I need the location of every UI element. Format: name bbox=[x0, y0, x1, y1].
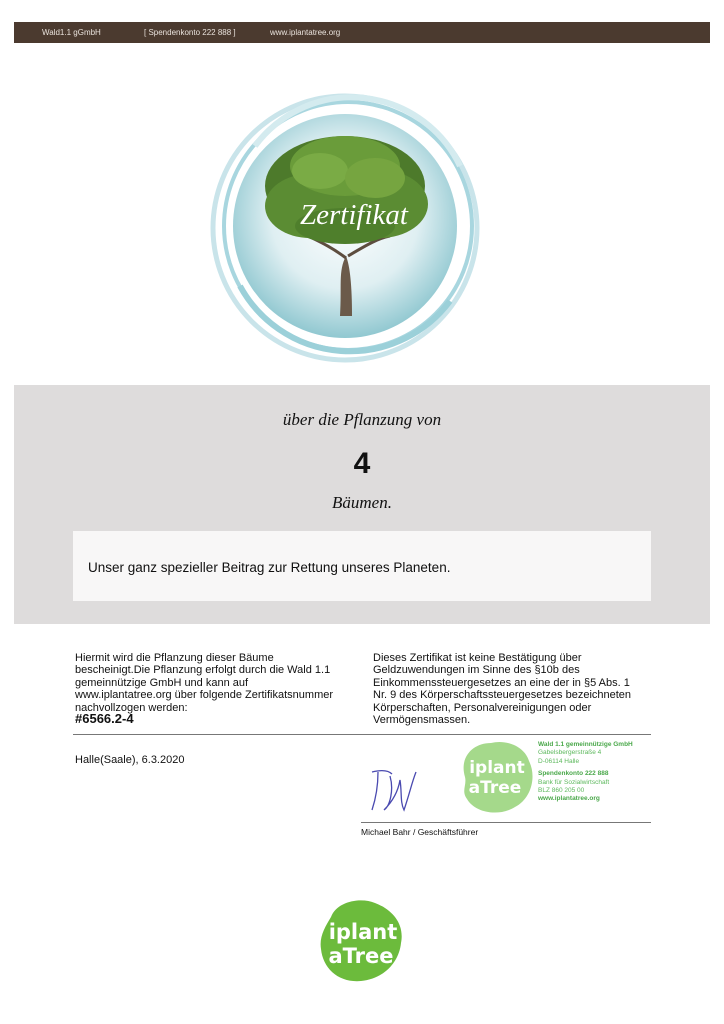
tree-count: 4 bbox=[353, 447, 371, 480]
trees-label: Bäumen. bbox=[332, 493, 392, 512]
header-bar bbox=[14, 22, 710, 43]
stamp-logo-top: iplant bbox=[469, 758, 525, 778]
logo-text-top: iplant bbox=[328, 920, 398, 944]
stamp-street: Gabelsbergerstraße 4 bbox=[538, 749, 602, 757]
stamp-blz: BLZ 860 205 00 bbox=[538, 787, 585, 795]
certificate-number: #6566.2-4 bbox=[75, 711, 134, 726]
place-date: Halle(Saale), 6.3.2020 bbox=[75, 754, 185, 766]
message-box bbox=[73, 531, 651, 601]
emblem-title: Zertifikat bbox=[300, 199, 408, 231]
message-text: Unser ganz spezieller Beitrag zur Rettung unseres Planeten. bbox=[88, 560, 451, 575]
header-website: www.iplantatree.org bbox=[270, 28, 341, 37]
stamp-address bbox=[538, 741, 633, 804]
divider bbox=[73, 734, 651, 735]
disclaimer-text: Dieses Zertifikat ist keine Bestätigung über Geldzuwendungen im Sinne des §10b des Einkommenssteuergesetzes an eine der in §5 Abs. 1 Nr. 9 des Körperschaftssteuergesetzes bezeichneten Körperschaften, Personalvereinigungen oder Vermögensmassen. bbox=[373, 652, 632, 727]
stamp-web: www.iplantatree.org bbox=[538, 795, 600, 803]
iplantatree-logo bbox=[317, 897, 407, 983]
stamp-org: Wald 1.1 gemeinnützige GmbH bbox=[538, 741, 633, 748]
logo-text-bottom: aTree bbox=[328, 944, 394, 968]
signer-name: Michael Bahr / Geschäftsführer bbox=[361, 827, 479, 837]
stamp-logo-bottom: aTree bbox=[468, 778, 522, 798]
signature-line bbox=[361, 822, 651, 823]
stamp-bank: Bank für Sozialwirtschaft bbox=[538, 778, 610, 786]
header-account: [ Spendenkonto 222 888 ] bbox=[144, 28, 236, 37]
header-company: Wald1.1 gGmbH bbox=[42, 28, 101, 37]
planting-intro: über die Pflanzung von bbox=[282, 410, 442, 429]
attestation-text: Hiermit wird die Pflanzung dieser Bäume bescheinigt.Die Pflanzung erfolgt durch die Wald 1.1 gemeinnützige GmbH und kann auf www.iplantatree.org über folgende Zertifikatsnummer nachvollzogen werden: bbox=[75, 652, 334, 714]
stamp-account: Spendenkonto 222 888 bbox=[538, 770, 609, 778]
stamp-city: D-06114 Halle bbox=[538, 757, 580, 765]
signature bbox=[366, 762, 426, 814]
certificate-emblem bbox=[200, 86, 490, 368]
